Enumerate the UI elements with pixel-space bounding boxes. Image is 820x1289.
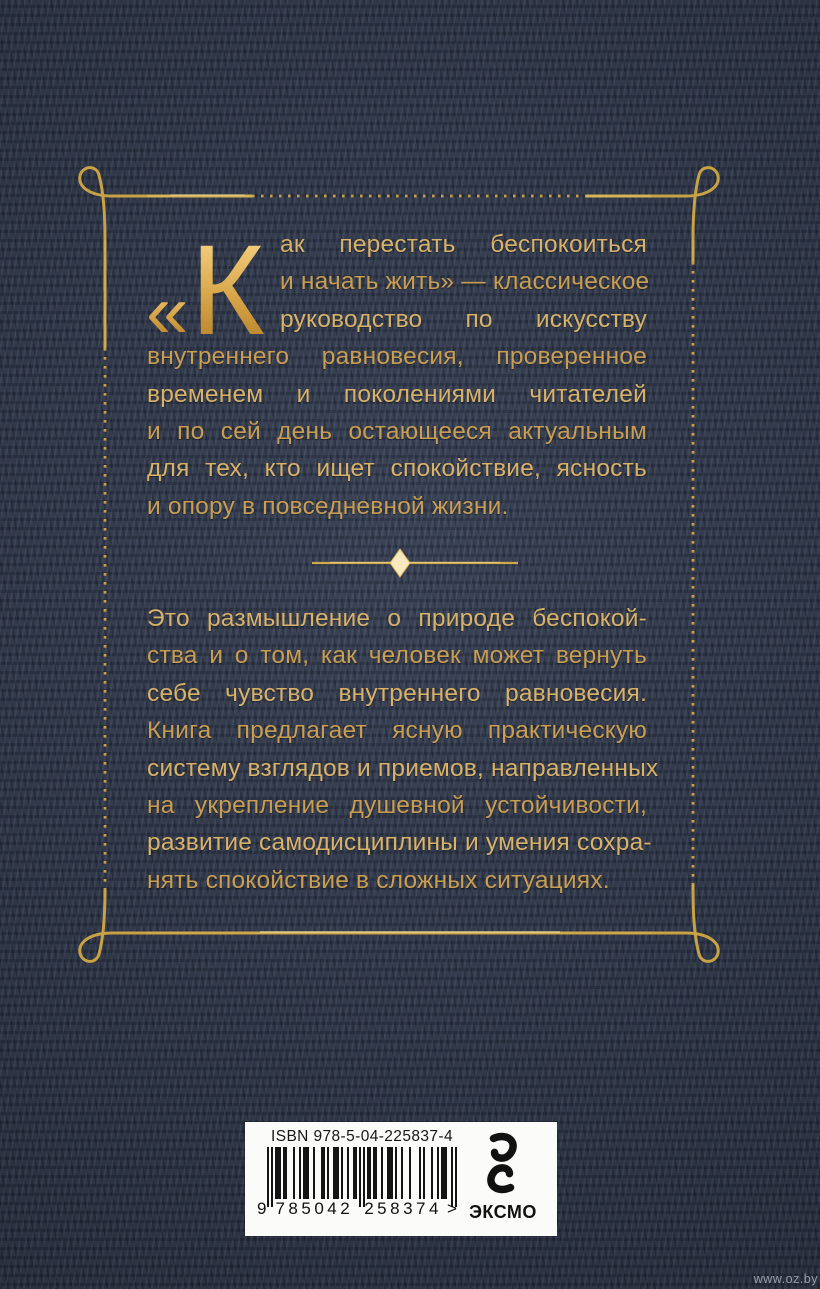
watermark-text: www.oz.by bbox=[753, 1272, 818, 1286]
barcode-group-2: 258374 bbox=[364, 1199, 442, 1218]
barcode-suffix: > bbox=[446, 1199, 457, 1218]
text-line: ства и о том, как человек может вернуть bbox=[147, 642, 647, 670]
text-line: себе чувство внутреннего равновесия. bbox=[147, 679, 647, 707]
text-line: нять спокойствие в сложных ситуациях. bbox=[147, 866, 610, 894]
text-line: и по сей день остающееся актуальным bbox=[147, 417, 647, 445]
barcode-lead-digit: 9 bbox=[257, 1199, 267, 1218]
text-line: и опору в повседневной жизни. bbox=[147, 492, 509, 520]
eksmo-logo-icon bbox=[475, 1131, 529, 1195]
blurb-paragraph-2 bbox=[147, 600, 659, 899]
barcode-group-1: 785042 bbox=[275, 1199, 354, 1218]
text-line: на укрепление душевной устойчивости, bbox=[147, 791, 647, 819]
frame-corner-bottom-right bbox=[651, 890, 718, 961]
blurb-paragraph-1 bbox=[147, 219, 650, 525]
isbn-number: ISBN 978-5-04-225837-4 bbox=[271, 1128, 453, 1145]
frame-corner-top-right bbox=[651, 168, 718, 240]
text-line: развитие самодисциплины и умения сохра- bbox=[147, 829, 652, 857]
dropcap-letter: К bbox=[190, 219, 265, 362]
text-line: ак перестать беспокоиться bbox=[280, 231, 647, 258]
publisher-name: ЭКСМО bbox=[469, 1202, 537, 1222]
text-line: и начать жить» — классическое bbox=[280, 268, 650, 296]
text-line: для тех, кто ищет спокойствие, ясность bbox=[147, 455, 647, 483]
text-line: временем и поколениями читателей bbox=[147, 380, 647, 408]
text-line: систему взглядов и приемов, направленных bbox=[147, 754, 659, 782]
ean13-barcode bbox=[267, 1147, 457, 1207]
isbn-barcode-panel bbox=[245, 1122, 557, 1236]
opening-quote-mark: « bbox=[146, 268, 189, 354]
text-line: руководство по искусству bbox=[280, 305, 647, 333]
frame-corner-bottom-left bbox=[80, 890, 147, 961]
text-line: Это размышление о природе беспокой- bbox=[147, 605, 647, 632]
text-line: внутреннего равновесия, проверенное bbox=[147, 343, 647, 371]
barcode-digits bbox=[255, 1199, 477, 1219]
frame-corner-top-left bbox=[80, 168, 147, 240]
divider-diamond-ornament bbox=[312, 549, 518, 577]
text-line: Книга предлагает ясную практическую bbox=[147, 717, 647, 745]
